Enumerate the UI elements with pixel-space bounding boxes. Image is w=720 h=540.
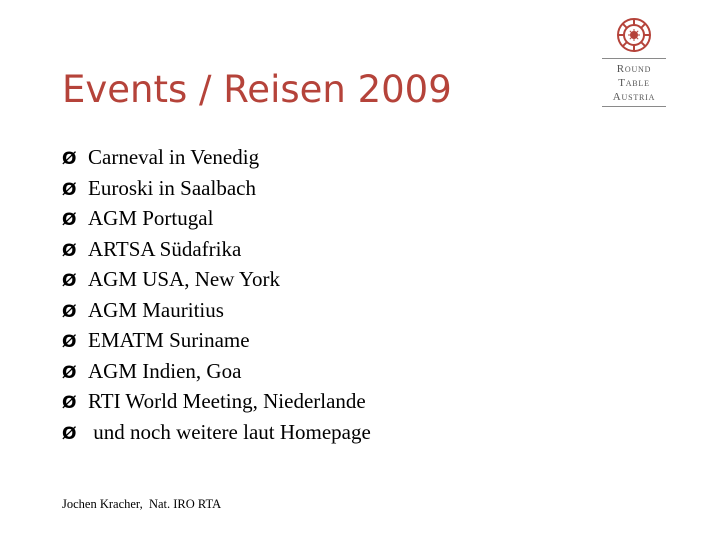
list-item-text: AGM Indien, Goa <box>88 358 242 383</box>
list-item-text: und noch weitere laut Homepage <box>88 419 371 444</box>
round-table-austria-logo <box>602 18 666 118</box>
event-list <box>62 145 371 450</box>
arrow-bullet-icon: Ø <box>62 179 77 200</box>
list-item-text: Euroski in Saalbach <box>88 175 256 200</box>
logo-wordmark <box>602 58 666 107</box>
list-item-text: AGM USA, New York <box>88 267 280 291</box>
slide-title: Events / Reisen 2009 <box>62 68 452 111</box>
list-item <box>62 389 371 420</box>
list-item <box>62 420 371 451</box>
list-item <box>62 359 371 390</box>
logo-line-austria: Austria <box>612 91 656 103</box>
list-item <box>62 328 371 359</box>
list-item <box>62 145 371 176</box>
arrow-bullet-icon: Ø <box>62 210 77 230</box>
list-item-text: EMATM Suriname <box>88 328 250 352</box>
arrow-bullet-icon: Ø <box>62 423 77 444</box>
list-item <box>62 267 371 298</box>
arrow-bullet-icon: Ø <box>62 332 77 352</box>
list-item <box>62 206 371 237</box>
list-item-text: AGM Mauritius <box>88 297 224 322</box>
round-table-wheel-icon <box>617 18 651 52</box>
arrow-bullet-icon: Ø <box>62 271 77 291</box>
slide-footer: Jochen Kracher, Nat. IRO RTA <box>62 497 222 511</box>
logo-line-round: Round <box>616 63 652 75</box>
list-item <box>62 237 371 268</box>
list-item-text: ARTSA Südafrika <box>88 236 242 261</box>
list-item-text: RTI World Meeting, Niederlande <box>88 389 366 413</box>
list-item-text: AGM Portugal <box>88 206 214 230</box>
arrow-bullet-icon: Ø <box>62 149 77 169</box>
arrow-bullet-icon: Ø <box>62 301 77 322</box>
list-item <box>62 176 371 207</box>
list-item-text: Carneval in Venedig <box>88 145 260 169</box>
logo-line-table: Table <box>618 77 650 89</box>
arrow-bullet-icon: Ø <box>62 240 77 261</box>
list-item <box>62 298 371 329</box>
arrow-bullet-icon: Ø <box>62 393 77 413</box>
arrow-bullet-icon: Ø <box>62 362 77 383</box>
